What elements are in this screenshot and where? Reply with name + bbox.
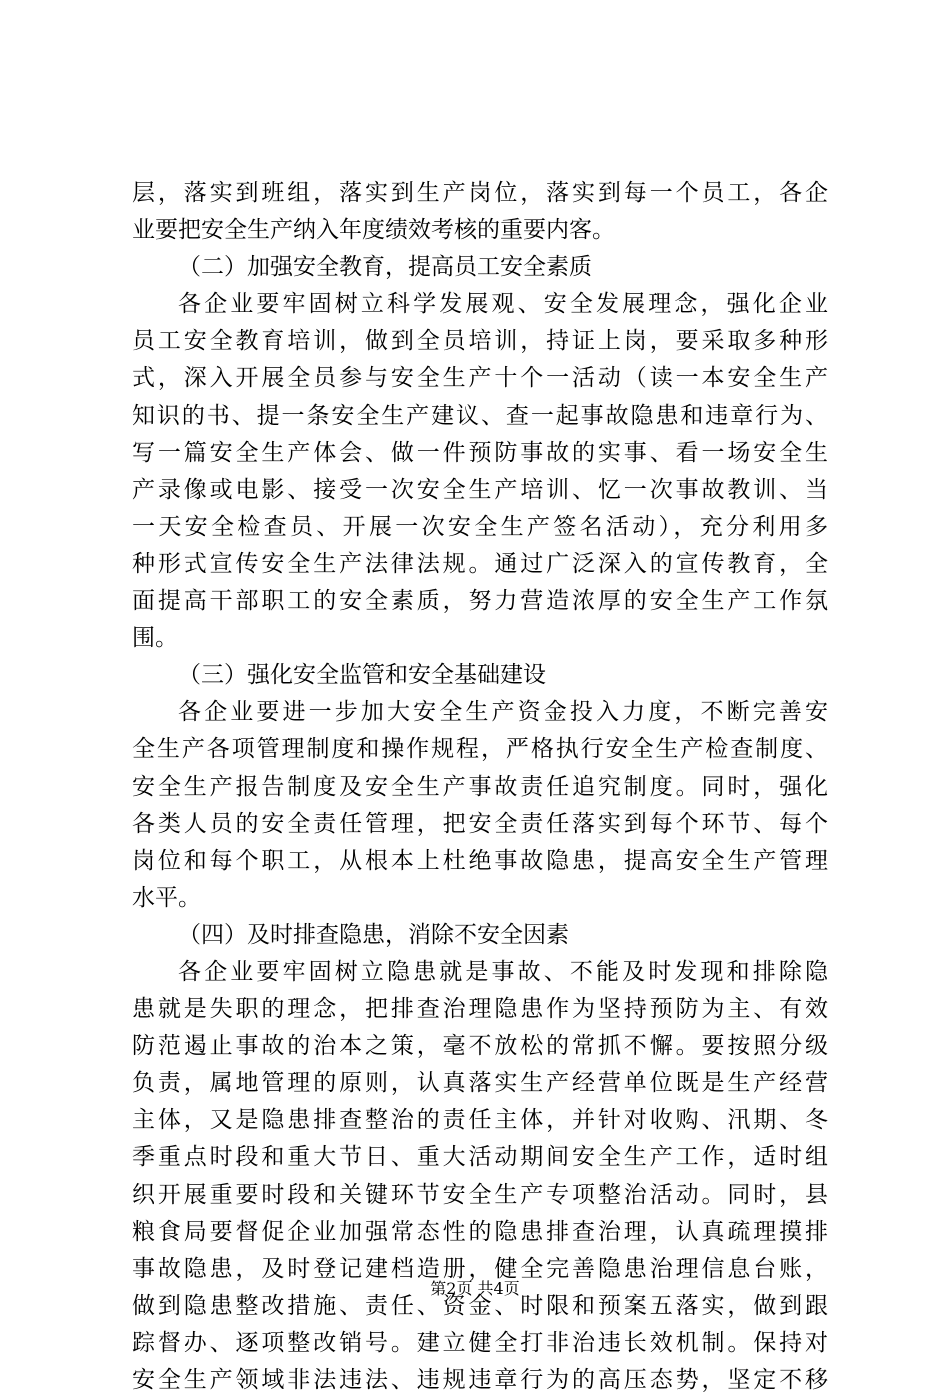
text-line: 员工安全教育培训，做到全员培训，持证上岗，要采取多种形 (132, 328, 828, 355)
page-number: 第2页 共4页 (430, 1279, 520, 1298)
text-line: 各企业要牢固树立隐患就是事故、不能及时发现和排除隐 (178, 958, 828, 985)
text-line: 做到隐患整改措施、责任、资金、时限和预案五落实，做到跟 (132, 1292, 828, 1319)
section-heading (132, 249, 828, 286)
text-line: 防范遏止事故的治本之策，毫不放松的常抓不懈。要按照分级 (132, 1033, 828, 1060)
text-line: 式，深入开展全员参与安全生产十个一活动（读一本安全生产 (132, 365, 828, 392)
text-line: 全生产各项管理制度和操作规程，严格执行安全生产检查制度、 (132, 736, 828, 763)
text-line: 岗位和每个职工，从根本上杜绝事故隐患，提高安全生产管理 (132, 847, 828, 874)
text-line: 一天安全检查员、开展一次安全生产签名活动），充分利用多 (132, 513, 828, 540)
page-footer (0, 1279, 950, 1299)
paragraph (132, 694, 828, 917)
document-body (132, 175, 828, 1399)
text-line: （二）加强安全教育，提高员工安全素质 (178, 254, 592, 281)
text-line: 业要把安全生产纳入年度绩效考核的重要内客。 (132, 217, 615, 244)
text-line: 种形式宣传安全生产法律法规。通过广泛深入的宣传教育，全 (132, 550, 828, 577)
text-line: 主体，又是隐患排查整治的责任主体，并针对收购、汛期、冬 (132, 1107, 828, 1134)
text-line: 安全生产报告制度及安全生产事故责任追究制度。同时，强化 (132, 773, 828, 800)
text-line: 面提高干部职工的安全素质，努力营造浓厚的安全生产工作氛 (132, 588, 828, 615)
text-line: 织开展重要时段和关键环节安全生产专项整治活动。同时，县 (132, 1181, 828, 1208)
paragraph (132, 954, 828, 1399)
text-line: 知识的书、提一条安全生产建议、查一起事故隐患和违章行为、 (132, 402, 828, 429)
text-line: 产录像或电影、接受一次安全生产培训、忆一次事故教训、当 (132, 476, 828, 503)
text-line: 事故隐患，及时登记建档造册，健全完善隐患治理信息台账， (132, 1255, 828, 1282)
text-line: 各类人员的安全责任管理，把安全责任落实到每个环节、每个 (132, 810, 828, 837)
paragraph (132, 286, 828, 657)
text-line: 写一篇安全生产体会、做一件预防事故的实事、看一场安全生 (132, 439, 828, 466)
text-line: 患就是失职的理念，把排查治理隐患作为坚持预防为主、有效 (132, 996, 828, 1023)
text-line: 各企业要进一步加大安全生产资金投入力度，不断完善安 (178, 699, 828, 726)
text-line: 踪督办、逐项整改销号。建立健全打非治违长效机制。保持对 (132, 1329, 828, 1356)
text-line: （三）强化安全监管和安全基础建设 (178, 662, 546, 689)
text-line: 粮食局要督促企业加强常态性的隐患排查治理，认真疏理摸排 (132, 1218, 828, 1245)
text-line: 围。 (132, 625, 178, 652)
section-heading (132, 657, 828, 694)
text-line: 负责，属地管理的原则，认真落实生产经营单位既是生产经营 (132, 1070, 828, 1097)
text-line: 安全生产领域非法违法、违规违章行为的高压态势，坚定不移 (132, 1367, 828, 1393)
section-heading (132, 917, 828, 954)
paragraph (132, 175, 828, 249)
text-line: （四）及时排查隐患，消除不安全因素 (178, 921, 569, 948)
text-line: 层，落实到班组，落实到生产岗位，落实到每一个员工，各企 (132, 180, 828, 206)
text-line: 季重点时段和重大节日、重大活动期间安全生产工作，适时组 (132, 1144, 828, 1171)
text-line: 各企业要牢固树立科学发展观、安全发展理念，强化企业 (178, 291, 828, 318)
text-line: 水平。 (132, 884, 201, 911)
